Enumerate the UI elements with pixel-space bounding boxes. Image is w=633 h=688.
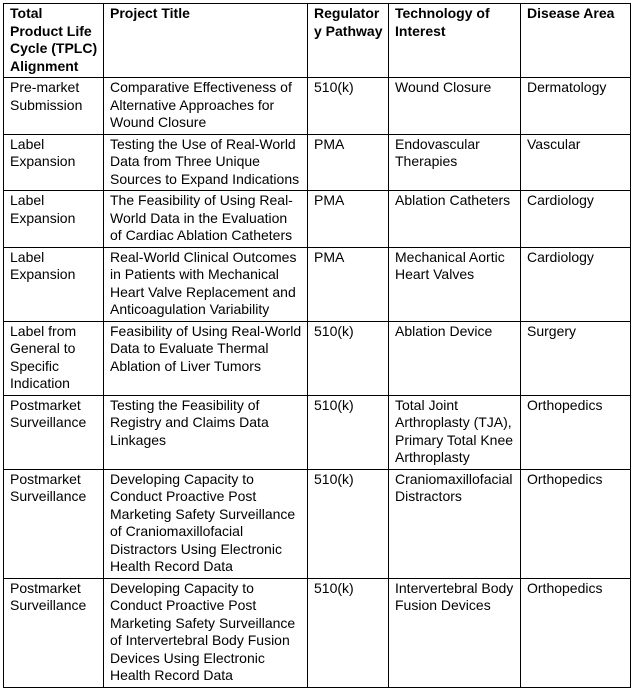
table-header-row bbox=[4, 4, 631, 78]
cell-disease_area: Vascular bbox=[521, 134, 631, 191]
cell-technology_of_interest: Total Joint Arthroplasty (TJA), Primary Total Knee Arthroplasty bbox=[389, 395, 521, 469]
cell-tplc_alignment: Postmarket Surveillance bbox=[4, 395, 104, 469]
cell-technology_of_interest: Endovascular Therapies bbox=[389, 134, 521, 191]
cell-technology_of_interest: Mechanical Aortic Heart Valves bbox=[389, 247, 521, 321]
cell-tplc_alignment: Label Expansion bbox=[4, 134, 104, 191]
cell-project_title: Testing the Use of Real-World Data from Three Unique Sources to Expand Indications bbox=[104, 134, 308, 191]
cell-project_title: Real-World Clinical Outcomes in Patients with Mechanical Heart Valve Replacement and Anticoagulation Variability bbox=[104, 247, 308, 321]
cell-disease_area: Cardiology bbox=[521, 191, 631, 248]
header-cell-technology_of_interest: Technology of Interest bbox=[389, 4, 521, 78]
cell-regulatory_pathway: 510(k) bbox=[308, 395, 389, 469]
table-row bbox=[4, 321, 631, 395]
cell-tplc_alignment: Label Expansion bbox=[4, 247, 104, 321]
cell-tplc_alignment: Postmarket Surveillance bbox=[4, 469, 104, 578]
cell-disease_area: Dermatology bbox=[521, 78, 631, 135]
cell-technology_of_interest: Ablation Device bbox=[389, 321, 521, 395]
header-cell-tplc_alignment: Total Product Life Cycle (TPLC) Alignment bbox=[4, 4, 104, 78]
tplc-projects-table bbox=[3, 3, 631, 688]
table-row bbox=[4, 247, 631, 321]
table-header bbox=[4, 4, 631, 78]
header-cell-regulatory_pathway: Regulatory Pathway bbox=[308, 4, 389, 78]
cell-regulatory_pathway: PMA bbox=[308, 134, 389, 191]
table-row bbox=[4, 191, 631, 248]
cell-regulatory_pathway: 510(k) bbox=[308, 321, 389, 395]
header-cell-disease_area: Disease Area bbox=[521, 4, 631, 78]
cell-technology_of_interest: Craniomaxillofacial Distractors bbox=[389, 469, 521, 578]
table-row bbox=[4, 395, 631, 469]
cell-disease_area: Orthopedics bbox=[521, 469, 631, 578]
cell-regulatory_pathway: 510(k) bbox=[308, 78, 389, 135]
cell-regulatory_pathway: 510(k) bbox=[308, 469, 389, 578]
table-row bbox=[4, 469, 631, 578]
cell-technology_of_interest: Ablation Catheters bbox=[389, 191, 521, 248]
cell-regulatory_pathway: 510(k) bbox=[308, 578, 389, 687]
table-body bbox=[4, 78, 631, 688]
cell-regulatory_pathway: PMA bbox=[308, 247, 389, 321]
cell-project_title: Testing the Feasibility of Registry and Claims Data Linkages bbox=[104, 395, 308, 469]
cell-tplc_alignment: Label Expansion bbox=[4, 191, 104, 248]
cell-project_title: The Feasibility of Using Real-World Data in the Evaluation of Cardiac Ablation Catheters bbox=[104, 191, 308, 248]
cell-disease_area: Orthopedics bbox=[521, 578, 631, 687]
cell-tplc_alignment: Label from General to Specific Indication bbox=[4, 321, 104, 395]
cell-disease_area: Cardiology bbox=[521, 247, 631, 321]
cell-disease_area: Orthopedics bbox=[521, 395, 631, 469]
cell-project_title: Developing Capacity to Conduct Proactive Post Marketing Safety Surveillance of Craniomaxillofacial Distractors Using Electronic Health Record Data bbox=[104, 469, 308, 578]
cell-project_title: Developing Capacity to Conduct Proactive Post Marketing Safety Surveillance of Intervertebral Body Fusion Devices Using Electronic Health Record Data bbox=[104, 578, 308, 687]
cell-regulatory_pathway: PMA bbox=[308, 191, 389, 248]
cell-disease_area: Surgery bbox=[521, 321, 631, 395]
table-row bbox=[4, 134, 631, 191]
cell-project_title: Feasibility of Using Real-World Data to Evaluate Thermal Ablation of Liver Tumors bbox=[104, 321, 308, 395]
cell-tplc_alignment: Pre-market Submission bbox=[4, 78, 104, 135]
cell-project_title: Comparative Effectiveness of Alternative Approaches for Wound Closure bbox=[104, 78, 308, 135]
table-row bbox=[4, 578, 631, 687]
cell-tplc_alignment: Postmarket Surveillance bbox=[4, 578, 104, 687]
cell-technology_of_interest: Wound Closure bbox=[389, 78, 521, 135]
header-cell-project_title: Project Title bbox=[104, 4, 308, 78]
cell-technology_of_interest: Intervertebral Body Fusion Devices bbox=[389, 578, 521, 687]
table-row bbox=[4, 78, 631, 135]
